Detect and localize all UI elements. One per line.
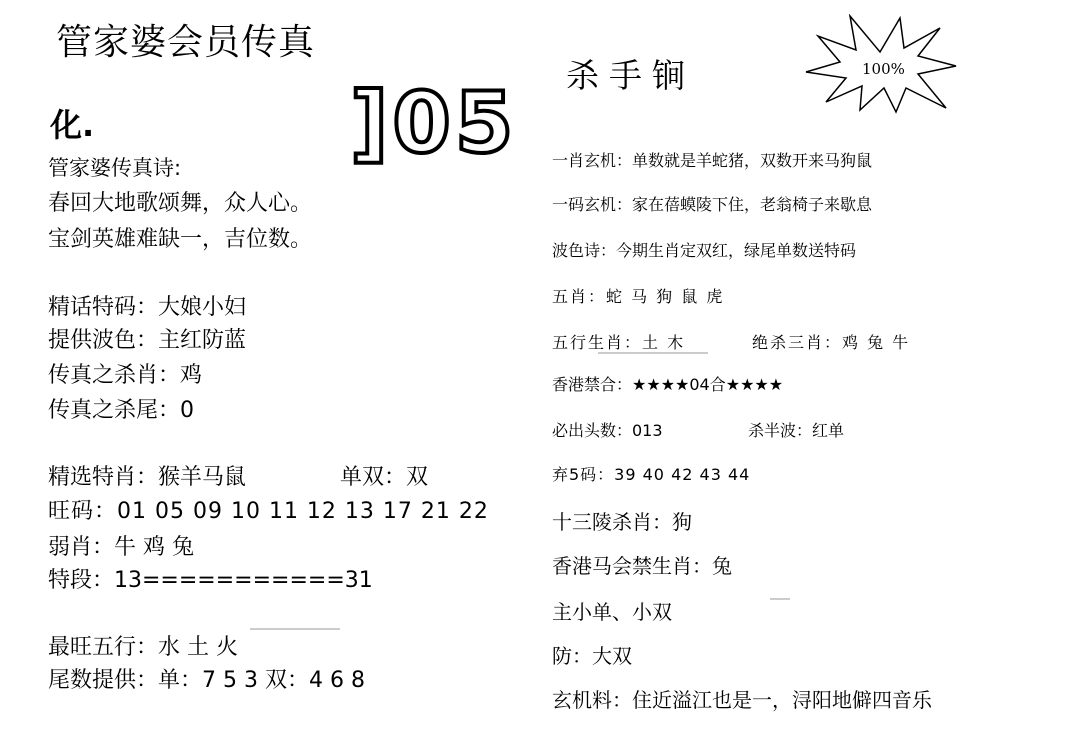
bichu-toushu: 必出头数：013	[552, 421, 663, 440]
wuxiao-line: 五肖：蛇 马 狗 鼠 虎	[552, 287, 725, 306]
poem-line-1: 春回大地歌颂舞，众人心。	[48, 191, 313, 216]
sha-xiao-line: 传真之杀肖：鸡	[48, 363, 203, 388]
scan-artifact	[598, 352, 708, 354]
ruoxiao-line: 弱肖：牛 鸡 兔	[48, 535, 194, 560]
teduan-line: 特段：13===========31	[48, 568, 373, 593]
poem-line-2: 宝剑英雄难缺一，吉位数。	[48, 227, 313, 252]
weishu-line: 尾数提供：单：7 5 3 双：4 6 8	[48, 668, 365, 693]
xianggang-jinhe: 香港禁合：★★★★04合★★★★	[552, 375, 784, 394]
xuanji-line: 玄机料：住近溢江也是一，浔阳地僻四音乐	[552, 688, 932, 712]
wangwuxing-line: 最旺五行：水 土 火	[48, 635, 238, 660]
wangma-line: 旺码：01 05 09 10 11 12 13 17 21 22	[48, 499, 489, 524]
qi5ma-line: 弃5码：39 40 42 43 44	[552, 465, 751, 484]
mahui-line: 香港马会禁生肖：兔	[552, 554, 732, 578]
juesha-sanxiao: 绝杀三肖：鸡 兔 牛	[752, 333, 911, 352]
bose-poem: 波色诗：今期生肖定双红，绿尾单数送特码	[552, 241, 857, 260]
poem-title: 管家婆传真诗:	[48, 156, 182, 180]
page-title: 管家婆会员传真	[56, 22, 316, 63]
issue-number: ]05	[350, 74, 518, 172]
yixiao-xuanji: 一肖玄机：单数就是羊蛇猪，双数开来马狗鼠	[552, 151, 873, 170]
zodiac-word: 化.	[50, 106, 95, 144]
scan-artifact	[250, 628, 340, 630]
shisanling-line: 十三陵杀肖：狗	[552, 510, 692, 534]
shaban-bo: 杀半波：红单	[748, 421, 845, 440]
zhu-line: 主小单、小双	[552, 600, 672, 624]
sha-wei-line: 传真之杀尾：0	[48, 398, 194, 423]
yima-xuanji: 一码玄机：家在蓓蟆陵下住，老翁椅子来歇息	[552, 195, 873, 214]
bose-line: 提供波色：主红防蓝	[48, 328, 247, 353]
starburst-badge	[800, 14, 960, 114]
jinghua-tema: 精话特码：大娘小妇	[48, 295, 247, 320]
wuxing-shengxiao: 五行生肖：土 木	[552, 333, 686, 352]
fang-line: 防：大双	[552, 644, 632, 668]
badge-text: 100%	[862, 60, 905, 78]
killer-heading: 杀手锏	[566, 56, 695, 95]
danshuang-line: 单双：双	[340, 465, 429, 490]
scan-artifact	[770, 598, 790, 600]
jingxuan-texiao: 精选特肖：猴羊马鼠	[48, 465, 247, 490]
